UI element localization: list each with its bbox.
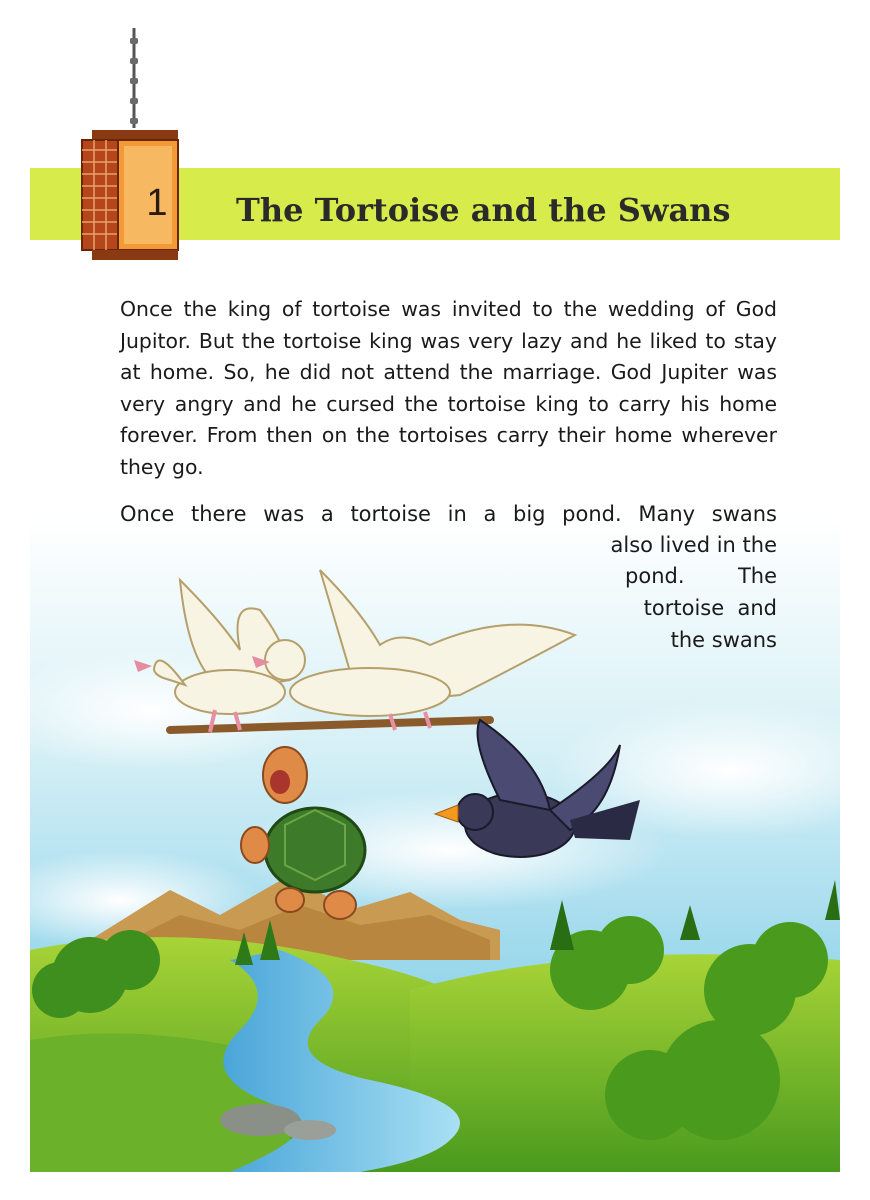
story-paragraph-line: tortoise and: [643, 596, 777, 620]
story-paragraph: Once the king of tortoise was invited to the wedding of God Jupitor. But the tortoise king was very lazy and he liked to stay at home. So, he did not attend the marriage. God Jupiter was very angry and he cursed the tortoise king to carry his home forever. From then on the tortoises carry their home wherever they go.: [120, 297, 777, 479]
chapter-number: 1: [146, 182, 168, 224]
lantern-icon: [76, 28, 186, 264]
story-paragraph-line: the swans: [670, 628, 777, 652]
story-paragraph-line: pond. The: [625, 564, 777, 588]
story-paragraph-line: Once there was a tortoise in a big pond. Many swans: [120, 502, 777, 526]
chapter-title: The Tortoise and the Swans: [236, 191, 731, 229]
story-paragraph-line: also lived in the: [610, 533, 777, 557]
